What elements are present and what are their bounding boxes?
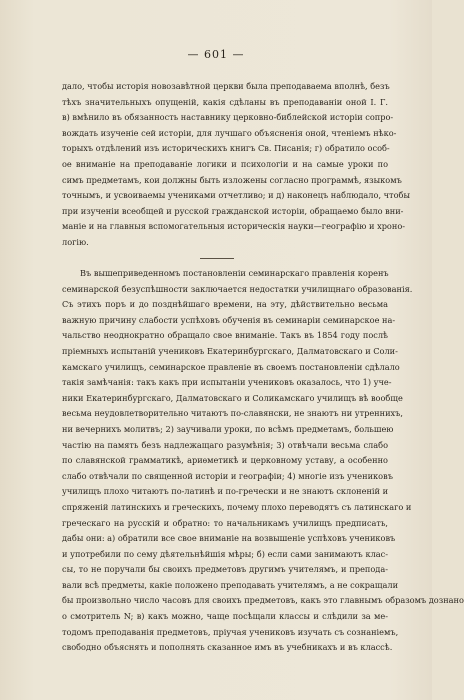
text-line: точнымъ, и усвоиваемы учениками отчетливо; и д) наконецъ наблюдало, чтобы [62,190,410,201]
text-line: по славянской грамматикѣ, ариѳметикѣ и церковному уставу, а особенно [62,455,388,466]
page-number: — 601 — [187,48,245,61]
text-line: свободно объяснять и пополнять сказанное имъ въ учебникахъ и въ классѣ. [62,642,393,653]
text-line: бы произвольно число часовъ для своихъ предметовъ, какъ это главнымъ образомъ дознано [62,595,464,606]
text-line: спряженiй латинскихъ и греческихъ, почему плохо переводятъ съ латинскаго и [62,501,412,512]
text-line: семинарской безуспѣшности заключается недостатки училищнаго образованiя. [62,283,413,294]
text-line: такiя замѣчанiя: такъ какъ при испытанiи учениковъ оказалось, что 1) уче- [62,377,392,388]
text-line: и употребили по сему дѣятельнѣйшiя мѣры; б) если сами занимаютъ клас- [62,548,388,559]
text-line: ники Екатеринбургскаго, Далматовскаго и Соликамскаго училищъ вѣ вообще [62,392,403,403]
text-line: тодомъ преподаванiя предметовъ, прiучая учениковъ изучать съ сознанiемъ, [62,626,399,637]
text-line: слабо отвѣчали по священной исторiи и географiи; 4) многiе изъ учениковъ [62,470,393,481]
text-line: в) вмѣнило въ обязанность наставнику церковно-библейской исторiи сопро- [62,112,394,123]
text-line: прiемныхъ испытанiй учениковъ Екатеринбургскаго, Далматовскаго и Соли- [62,345,398,356]
text-line: камскаго училищъ, семинарское правленiе въ своемъ постановленiи сдѣлало [62,361,400,372]
text-line: училищъ плохо читаютъ по-латинѣ и по-гречески и не знаютъ склоненiй и [62,486,389,497]
text-line: весьма неудовлетворительно читаютъ по-славянски, не знаютъ ни утреннихъ, [62,408,403,419]
paragraph-2 [62,266,464,656]
section-divider [200,258,234,259]
text-line: сы, то не поручали бы своихъ предметовъ другимъ учителямъ, и препода- [62,564,388,575]
text-line: Съ этихъ поръ и до позднѣйшаго времени, на эту, дѣйствительно весьма [62,299,388,310]
text-line: дало, чтобы исторiя новозавѣтной церкви была преподаваема вполнѣ, безъ [62,81,390,91]
text-line: вали всѣ предметы, какiе положено преподавать учителямъ, а не сокращали [62,579,399,590]
text-line: торыхъ отдѣлений изъ историческихъ книгъ Св. Писанiя; г) обратило особ- [62,143,390,154]
text-line: Въ вышеприведенномъ постановленiи семинарскаго правленiя коренъ [80,268,389,278]
text-line: при изученiи всеобщей и русской гражданской исторiи, обращаемо было вни- [62,205,404,216]
text-line: частiю на память безъ надлежащаго разумѣнiя; 3) отвѣчали весьма слабо [62,439,388,450]
text-line: ое вниманiе на преподаванiе логики и психологiи и на самые уроки по [62,158,388,169]
text-line: греческаго на русскiй и обратно: то начальникамъ училищъ предписать, [62,517,388,528]
text-line: о смотритель N; в) какъ можно, чаще посѣщали классы и слѣдили за ме- [62,611,388,622]
text-line: чальство неоднократно обращало свое вниманiе. Такъ въ 1854 году послѣ [62,330,388,341]
text-line: важную причину слабости успѣховъ обученiя въ семинарiи семинарское на- [62,314,396,325]
text-line: вождать изученiе сей исторiи, для лучшаго объясненiя оной, чтенiемъ нѣко- [62,127,397,138]
text-line: дабы они: а) обратили все свое вниманiе на возвышенiе успѣховъ учениковъ [62,533,396,544]
paragraph-1 [62,79,410,251]
text-line: симъ предметамъ, кои должны быть изложены согласно программѣ, языкомъ [62,174,402,185]
text-line: тѣхъ значительныхъ опущенiй, какiя сдѣланы въ преподаванiи оной І. Г. [62,96,388,107]
text-line: манiе и на главныя вспомогательныя историческiя науки—географiю и хроно- [62,221,406,232]
text-line: ни вечернихъ молитвъ; 2) заучивали уроки, по всѣмъ предметамъ, большею [62,423,394,434]
text-line: логiю. [62,236,89,247]
